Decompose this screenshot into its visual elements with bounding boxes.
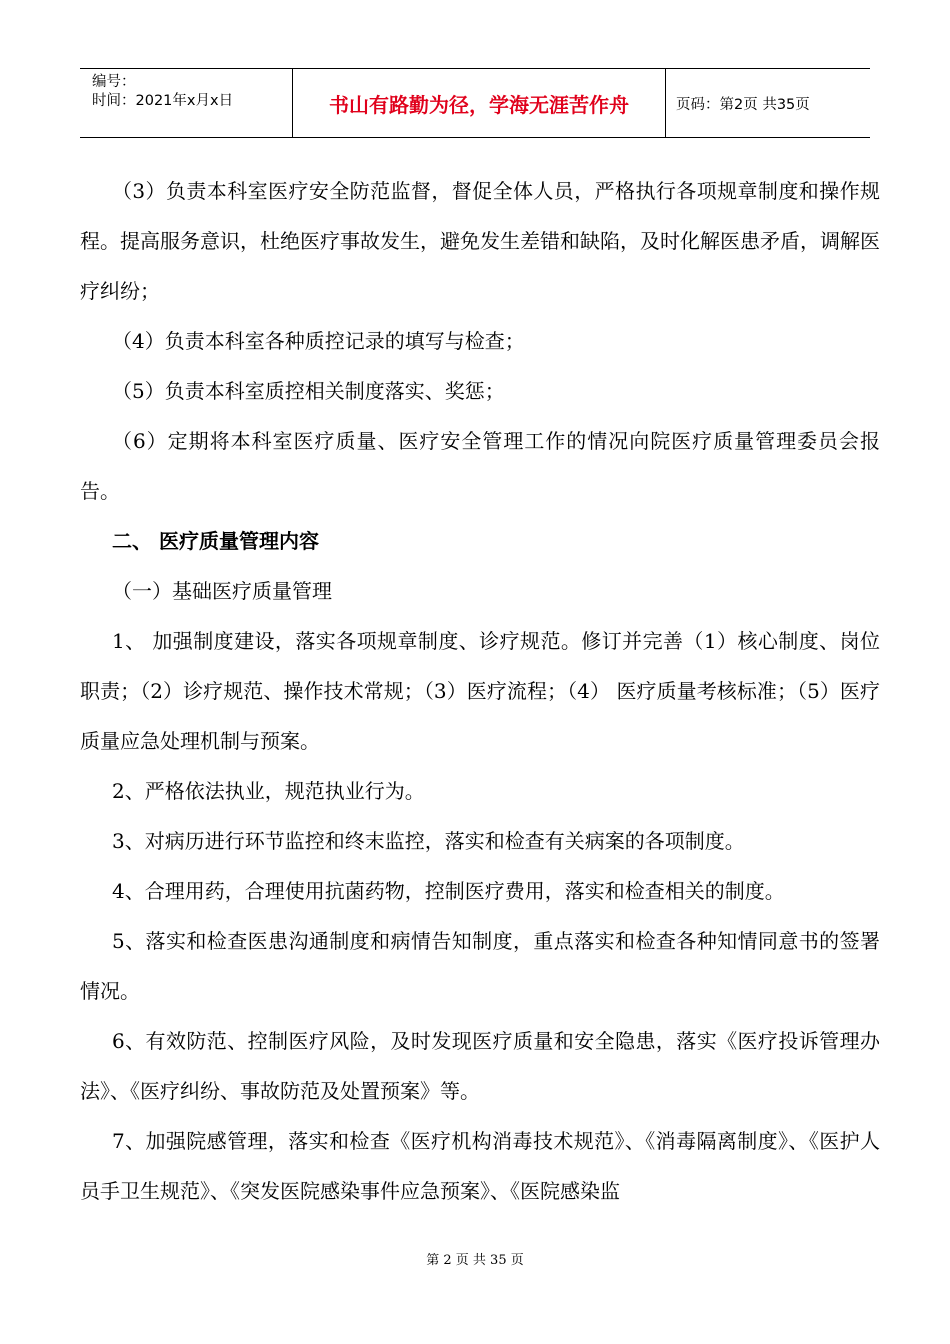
subsection-heading: （一）基础医疗质量管理 — [112, 579, 332, 603]
paragraph: 2、严格依法执业，规范执业行为。 — [112, 779, 425, 803]
page-footer: 第 2 页 共 35 页 — [426, 1253, 524, 1268]
document-date: 时间：2021年x月x日 — [92, 93, 234, 109]
paragraph: 5、落实和检查医患沟通制度和病情告知制度，重点落实和检查各种知情同意书的签署情况。 — [80, 929, 880, 1003]
header-page-info: 页码：第2页 共35页 — [676, 96, 810, 113]
paragraph: 4、合理用药，合理使用抗菌药物，控制医疗费用，落实和检查相关的制度。 — [112, 879, 785, 903]
header-meta — [80, 69, 293, 137]
paragraph: 7、加强院感管理，落实和检查《医疗机构消毒技术规范》、《消毒隔离制度》、《医护人员手卫生规范》、《突发医院感染事件应急预案》、《医院感染监 — [80, 1129, 880, 1203]
paragraph: （3）负责本科室医疗安全防范监督，督促全体人员，严格执行各项规章制度和操作规程。提高服务意识，杜绝医疗事故发生，避免发生差错和缺陷，及时化解医患矛盾，调解医疗纠纷； — [80, 179, 880, 303]
header-motto: 书山有路勤为径，学海无涯苦作舟 — [293, 69, 666, 137]
paragraph: 1、 加强制度建设，落实各项规章制度、诊疗规范。修订并完善（1）核心制度、岗位职责；（2）诊疗规范、操作技术常规；（3）医疗流程；（4） 医疗质量考核标准；（5）医疗质量应急处理机制与预案。 — [80, 629, 880, 753]
document-number-label: 编号： — [92, 74, 136, 90]
document-body — [80, 166, 880, 1216]
paragraph: （5）负责本科室质控相关制度落实、奖惩； — [112, 379, 505, 403]
page-header — [80, 68, 870, 138]
paragraph: （6）定期将本科室医疗质量、医疗安全管理工作的情况向院医疗质量管理委员会报告。 — [80, 429, 880, 503]
paragraph: 6、有效防范、控制医疗风险，及时发现医疗质量和安全隐患，落实《医疗投诉管理办法》、《医疗纠纷、事故防范及处置预案》等。 — [80, 1029, 880, 1103]
paragraph: 3、对病历进行环节监控和终末监控，落实和检查有关病案的各项制度。 — [112, 829, 745, 853]
paragraph: （4）负责本科室各种质控记录的填写与检查； — [112, 329, 525, 353]
section-heading: 二、 医疗质量管理内容 — [112, 529, 319, 553]
